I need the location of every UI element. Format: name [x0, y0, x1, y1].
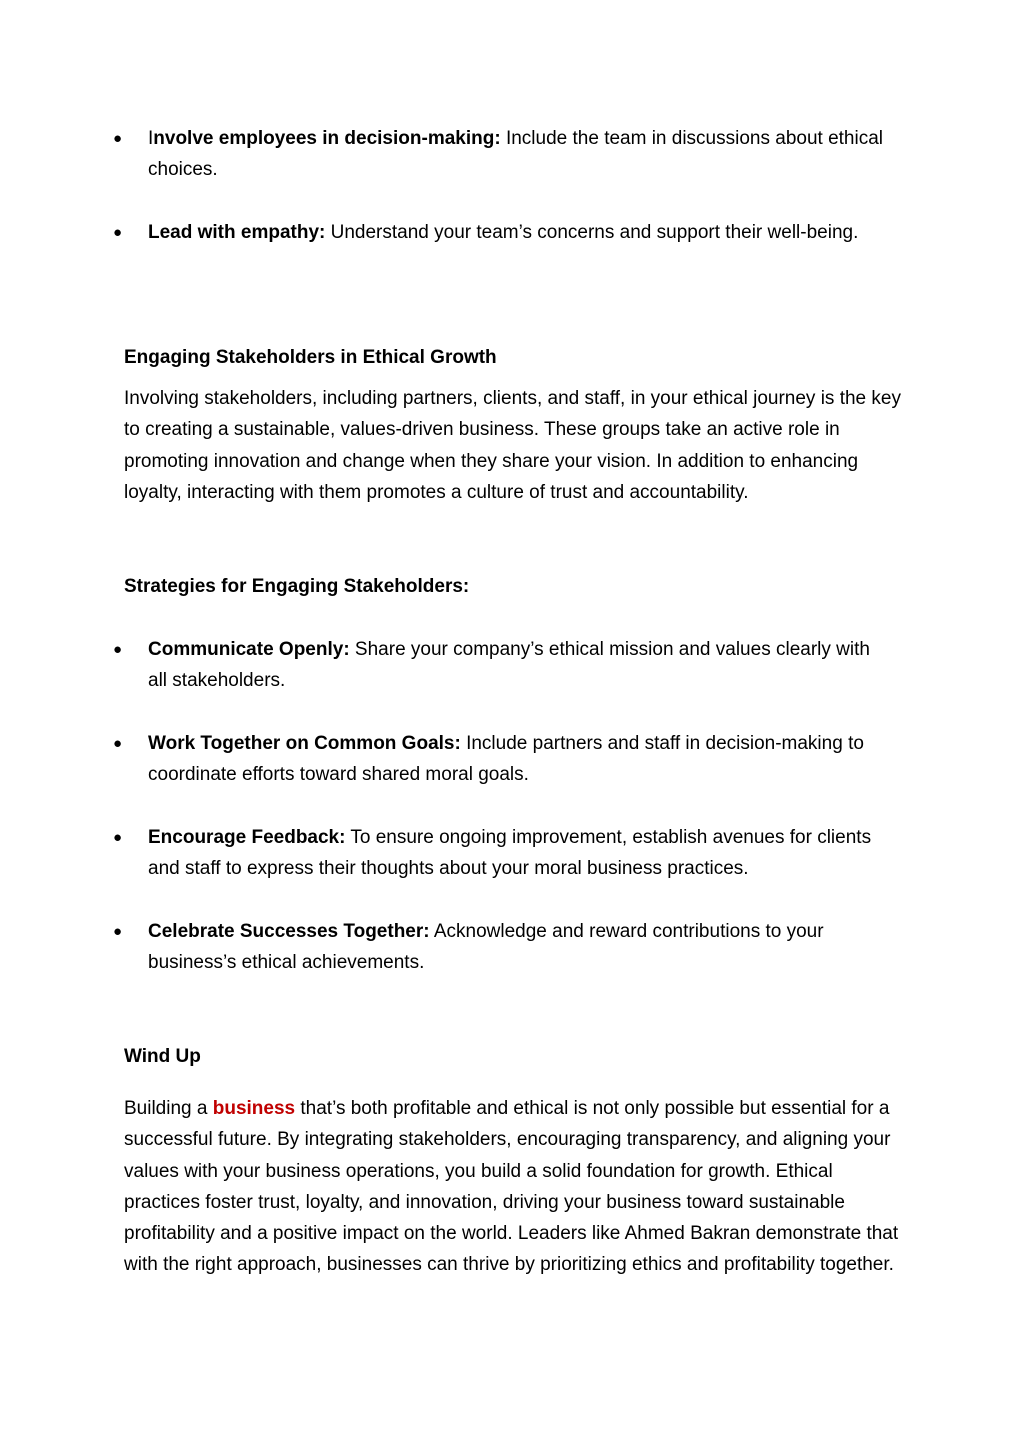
- paragraph-engaging-stakeholders: Involving stakeholders, including partners, clients, and staff, in your ethical journey is the key to creating a sustainable, values-driven business. These groups take an active role in promoting innovation and change when they share your vision. In addition to enhancing loyalty, interacting with them promotes a culture of trust and accountability.: [124, 388, 901, 503]
- list-item-text: Acknowledge and reward contributions to your business’s ethical achievements.: [148, 921, 824, 974]
- bullet-icon: ●: [113, 641, 123, 658]
- list-item-encourage-feedback: [113, 822, 888, 885]
- list-item-lead-with-empathy: [113, 217, 888, 248]
- list-item-communicate-openly: [113, 634, 888, 697]
- list-item-work-together: [113, 728, 888, 791]
- list-item-celebrate-successes: [113, 916, 888, 979]
- paragraph-text-start: Building a: [124, 1098, 213, 1119]
- section-heading-engaging-stakeholders: Engaging Stakeholders in Ethical Growth: [124, 347, 497, 368]
- list-item-involve-employees: [113, 123, 888, 186]
- business-link[interactable]: business: [212, 1098, 296, 1119]
- list-item-text: Share your company’s ethical mission and values clearly with all stakeholders.: [148, 639, 870, 692]
- list-item-text: To ensure ongoing improvement, establish avenues for clients and staff to express their thoughts about your moral business practices.: [148, 827, 872, 880]
- list-item-lead: Communicate Openly:: [148, 639, 350, 660]
- list-item-lead: Encourage Feedback:: [148, 827, 346, 848]
- bullet-icon: ●: [113, 735, 123, 752]
- section-heading-strategies: Strategies for Engaging Stakeholders:: [124, 576, 470, 597]
- bullet-icon: ●: [113, 224, 123, 241]
- list-item-text: Include the team in discussions about ethical choices.: [148, 128, 884, 181]
- list-item-lead: Work Together on Common Goals:: [148, 733, 461, 754]
- list-item-lead: nvolve employees in decision-making:: [153, 128, 501, 149]
- bullet-icon: ●: [113, 130, 123, 147]
- list-item-text: Understand your team’s concerns and support their well-being.: [325, 222, 859, 243]
- bullet-icon: ●: [113, 923, 123, 940]
- list-item-lead-initial: I: [148, 128, 154, 149]
- list-item-text: Include partners and staff in decision-making to coordinate efforts toward shared moral goals.: [148, 733, 864, 786]
- section-heading-wind-up: Wind Up: [124, 1046, 201, 1067]
- list-item-lead: Celebrate Successes Together:: [148, 921, 430, 942]
- paragraph-text-rest: that’s both profitable and ethical is not only possible but essential for a successful future. By integrating stakeholders, encouraging transparency, and aligning your values with your business operations, you build a solid foundation for growth. Ethical practices foster trust, loyalty, and innovation, driving your business toward sustainable profitability and a positive impact on the world. Leaders like Ahmed Bakran demonstrate that with the right approach, businesses can thrive by prioritizing ethics and profitability together.: [124, 1098, 899, 1276]
- paragraph-wind-up: [124, 1093, 904, 1281]
- bullet-icon: ●: [113, 829, 123, 846]
- list-item-lead: Lead with empathy:: [148, 222, 326, 243]
